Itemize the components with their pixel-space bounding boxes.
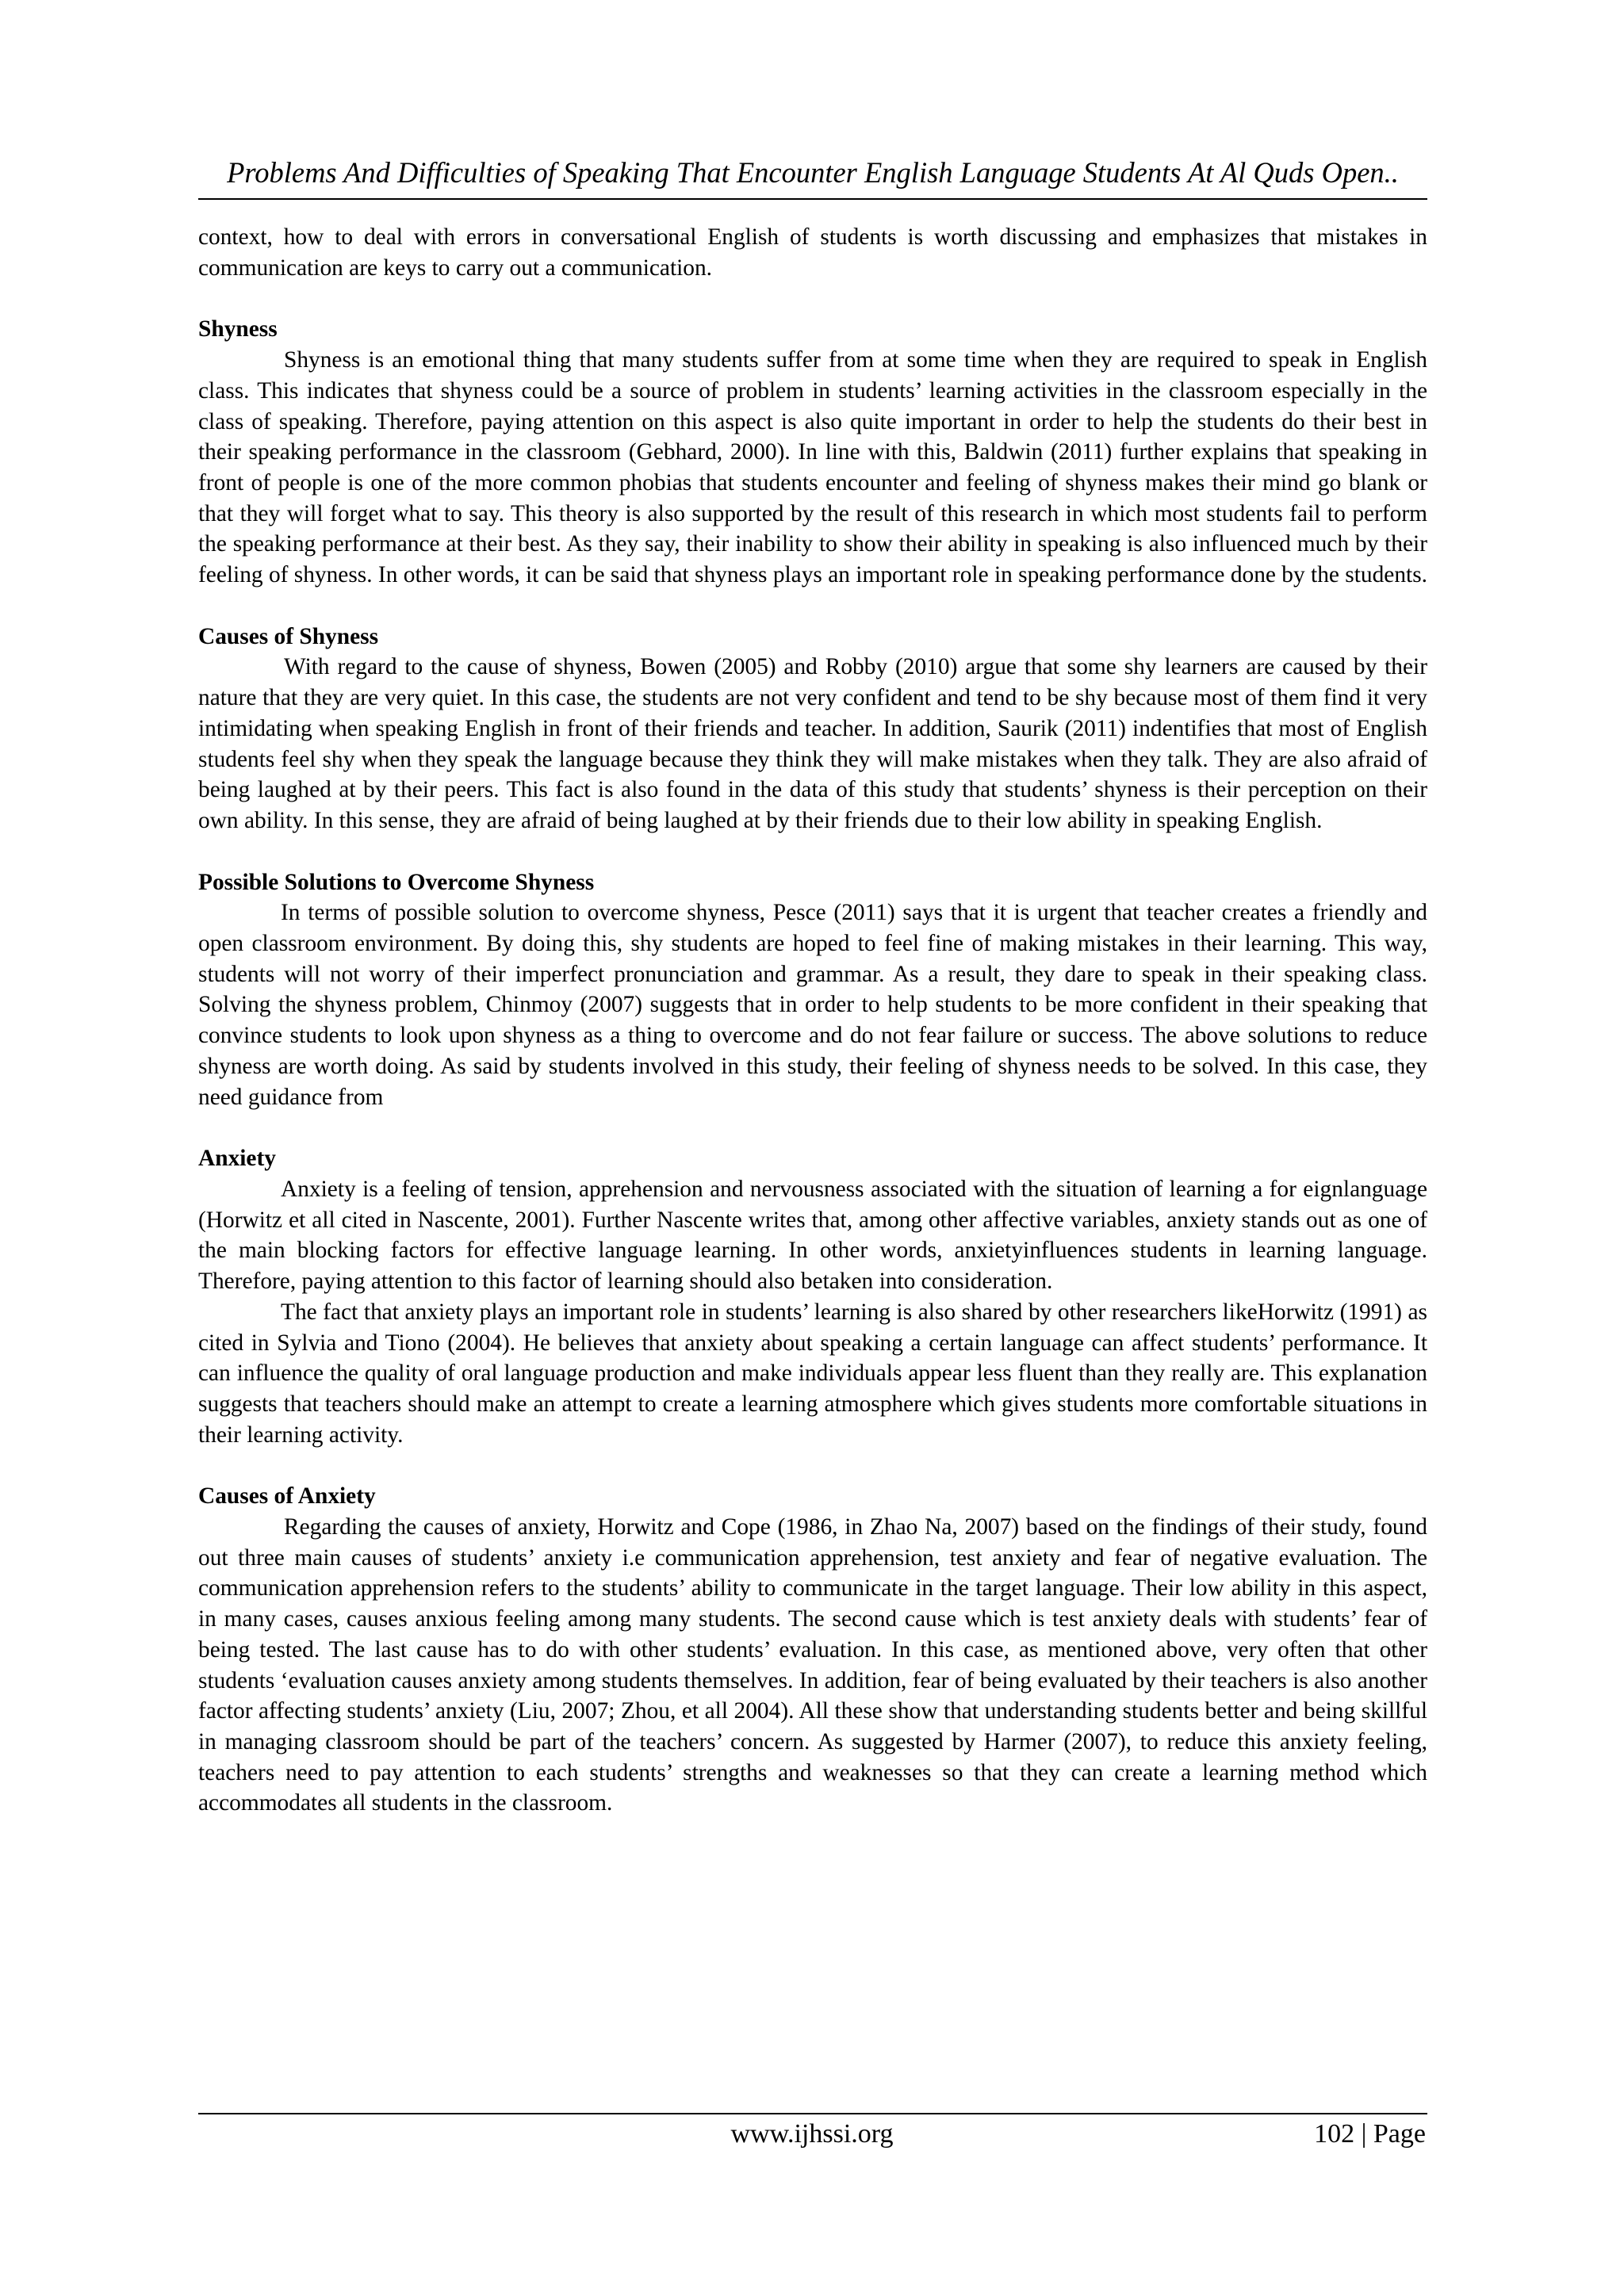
section-gap [198, 283, 1427, 314]
section-heading-causes-of-anxiety: Causes of Anxiety [198, 1483, 376, 1510]
footer-rule [198, 2113, 1427, 2114]
solutions-shyness-paragraph: In terms of possible solution to overcome shyness, Pesce (2011) says that it is urgent that teacher creates a friendly and open classroom environment. By doing this, shy students are hoped to feel fine of making mistakes in their learning. This way, students will not worry of their imperfect pronunciation and grammar. As a result, they dare to speak in their speaking class. Solving the shyness problem, Chinmoy (2007) suggests that in order to help students to be more confident in their speaking that convince students to look upon shyness as a thing to overcome and do not fear failure or success. The above solutions to reduce shyness are worth doing. As said by students involved in this study, their feeling of shyness needs to be solved. In this case, they need guidance from [198, 900, 1427, 1110]
section-heading-causes-of-shyness: Causes of Shyness [198, 623, 379, 649]
section-heading-anxiety: Anxiety [198, 1146, 276, 1172]
section-gap [198, 1112, 1427, 1143]
section-heading-shyness: Shyness [198, 316, 278, 342]
section-gap [198, 591, 1427, 622]
article-body [198, 222, 1427, 1819]
footer-page-number: 102 | Page [1314, 2119, 1426, 2149]
section-gap [198, 1450, 1427, 1481]
causes-of-shyness-paragraph: With regard to the cause of shyness, Bowen (2005) and Robby (2010) argue that some shy learners are caused by their nature that they are very quiet. In this case, the students are not very confident and tend to be shy because most of them find it very intimidating when speaking English in front of their friends and teacher. In addition, Saurik (2011) indentifies that most of English students feel shy when they speak the language because they think they will make mistakes when they talk. They are also afraid of being laughed at by their peers. This fact is also found in the data of this study that students’ shyness is their perception on their own ability. In this sense, they are afraid of being laughed at by their friends due to their low ability in speaking English. [198, 654, 1427, 833]
intro-paragraph: context, how to deal with errors in conversational English of students is worth discussing and emphasizes that mistakes in communication are keys to carry out a communication. [198, 224, 1427, 281]
section-gap [198, 836, 1427, 867]
causes-of-anxiety-paragraph: Regarding the causes of anxiety, Horwitz and Cope (1986, in Zhao Na, 2007) based on the findings of their study, found out three main causes of students’ anxiety i.e communication apprehension, test anxiety and fear of negative evaluation. The communication apprehension refers to the students’ ability to communicate in the target language. Their low ability in this aspect, in many cases, causes anxious feeling among many students. The second cause which is test anxiety deals with students’ fear of being tested. The last cause has to do with other students’ evaluation. In this case, as mentioned above, very often that other students ‘evaluation causes anxiety among students themselves. In addition, fear of being evaluated by their teachers is also another factor affecting students’ anxiety (Liu, 2007; Zhou, et all 2004). All these show that understanding students better and being skillful in managing classroom should be part of the teachers’ concern. As suggested by Harmer (2007), to reduce this anxiety feeling, teachers need to pay attention to each students’ strengths and weaknesses so that they can create a learning method which accommodates all students in the classroom. [198, 1514, 1427, 1816]
anxiety-paragraph-2: The fact that anxiety plays an important role in students’ learning is also shared by other researchers likeHorwitz (1991) as cited in Sylvia and Tiono (2004). He believes that anxiety about speaking a certain language can affect students’ performance. It can influence the quality of oral language production and make individuals appear less fluent than they really are. This explanation suggests that teachers should make an attempt to create a learning atmosphere which gives students more comfortable situations in their learning activity. [198, 1299, 1427, 1448]
shyness-paragraph: Shyness is an emotional thing that many students suffer from at some time when they are required to speak in English class. This indicates that shyness could be a source of problem in students’ learning activities in the classroom especially in the class of speaking. Therefore, paying attention on this aspect is also quite important in order to help the students do their best in their speaking performance in the classroom (Gebhard, 2000). In line with this, Baldwin (2011) further explains that speaking in front of people is one of the more common phobias that students encounter and feeling of shyness makes their mind go blank or that they will forget what to say. This theory is also supported by the result of this research in which most students fail to perform the speaking performance at their best. As they say, their inability to show their ability in speaking is also influenced much by their feeling of shyness. In other words, it can be said that shyness plays an important role in speaking performance done by the students. [198, 347, 1427, 588]
anxiety-paragraph-1: Anxiety is a feeling of tension, apprehension and nervousness associated with the situation of learning a for eignlanguage (Horwitz et all cited in Nascente, 2001). Further Nascente writes that, among other affective variables, anxiety stands out as one of the main blocking factors for effective language learning. In other words, anxietyinfluences students in learning language. Therefore, paying attention to this factor of learning should also betaken into consideration. [198, 1176, 1427, 1295]
section-heading-solutions-shyness: Possible Solutions to Overcome Shyness [198, 869, 595, 895]
footer-website: www.ijhssi.org [730, 2119, 894, 2149]
running-header: Problems And Difficulties of Speaking That Encounter English Language Students At Al Quds Open.. [198, 152, 1427, 200]
